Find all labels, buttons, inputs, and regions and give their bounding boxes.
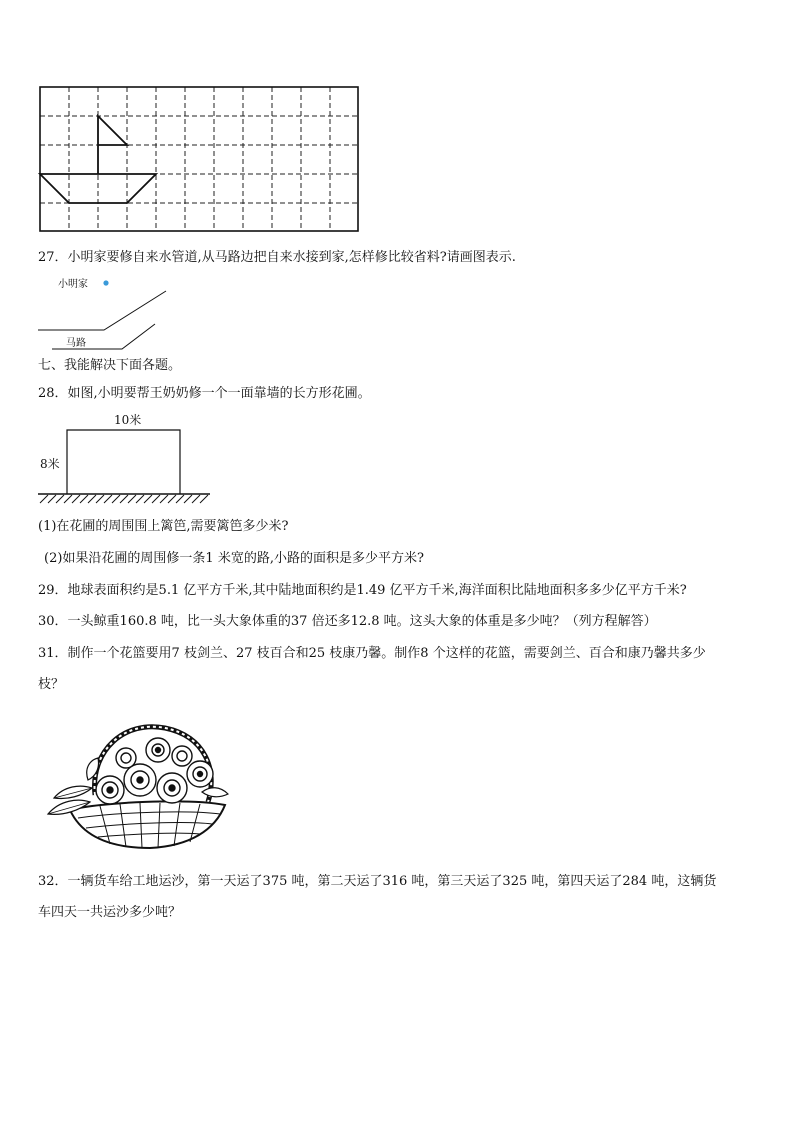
question-28-sub2: (2)如果沿花圃的周围修一条1 米宽的路,小路的面积是多少平方米?: [44, 551, 424, 566]
question-28-text: 28．如图,小明要帮王奶奶修一个一面靠墙的长方形花圃。: [38, 386, 371, 401]
question-32-line1: 32．一辆货车给工地运沙，第一天运了375 吨，第二天运了316 吨，第三天运了325 吨，第四天运了284 吨，这辆货: [38, 874, 717, 889]
sailboat-grid-figure: [38, 86, 360, 232]
question-28-sub1: (1)在花圃的周围围上篱笆,需要篱笆多少米?: [38, 519, 289, 534]
road-label: 马路: [66, 338, 86, 349]
question-31-line2: 枝？: [38, 677, 65, 692]
question-31-line1: 31．制作一个花篮要用7 枝剑兰、27 枝百合和25 枝康乃馨。制作8 个这样的花篮，需要剑兰、百合和康乃馨共多少: [38, 646, 706, 661]
question-29-text: 29．地球表面积约是5.1 亿平方千米,其中陆地面积约是1.49 亿平方千米,海洋面积比陆地面积多多少亿平方千米?: [38, 583, 687, 598]
question-30-text: 30．一头鲸重160.8 吨，比一头大象体重的37 倍还多12.8 吨。这头大象的体重是多少吨？（列方程解答）: [38, 614, 657, 629]
wall-hatching: [40, 495, 208, 503]
grid-border: [40, 87, 358, 231]
garden-height-label: 8米: [40, 457, 60, 471]
house-label: 小明家: [58, 279, 88, 290]
sailboat-shape: [40, 116, 156, 203]
garden-figure: [38, 410, 218, 510]
garden-rect: [67, 430, 180, 494]
question-27-text: 27．小明家要修自来水管道,从马路边把自来水接到家,怎样修比较省料?请画图表示.: [38, 250, 516, 265]
question-32-line2: 车四天一共运沙多少吨？: [38, 905, 182, 920]
road-edges: [38, 291, 166, 349]
section-7-heading: 七、我能解决下面各题。: [38, 358, 182, 373]
house-dot: [103, 280, 108, 285]
grid-dashed-lines: [40, 87, 358, 231]
flower-basket-illustration: [40, 710, 240, 856]
garden-width-label: 10米: [114, 413, 142, 427]
road-house-figure: [38, 274, 178, 350]
